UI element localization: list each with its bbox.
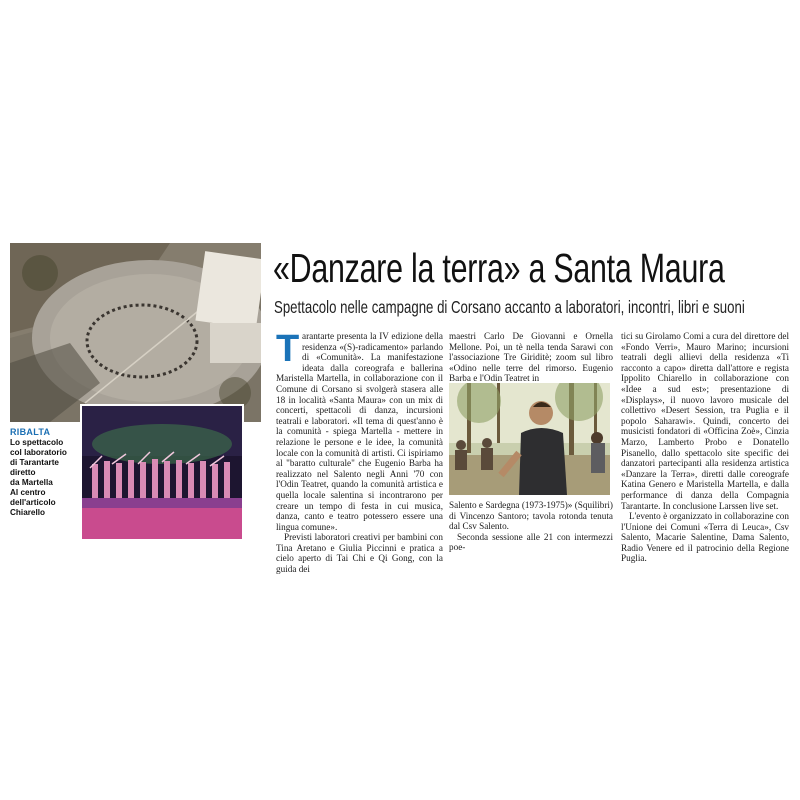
article-column-2-continued: [449, 500, 613, 553]
paragraph: [276, 328, 443, 532]
paragraph: Previsti laboratori creativi per bambini con Tina Aretano e Giulia Piccinni e pratica a cielo aperto di Tai Chi e Qi Gong, con la guida dei: [276, 532, 443, 575]
caption-label: RIBALTA: [10, 427, 51, 437]
caption-text: Lo spettacolo col laboratorio di Tarantarte diretto da Martella Al centro dell'articolo Chiarello: [10, 438, 67, 517]
article-column-2: [449, 331, 613, 384]
article-headline: «Danzare la terra» a Santa Maura: [273, 245, 725, 291]
paragraph: maestri Carlo De Giovanni e Ornella Mellone. Poi, un tè nella tenda Sarawi con l'associazione Tre Giriditè; zoom sul libro «Odino nelle terre del rimorso. Eugenio Barba e l'Odin Teatret in: [449, 331, 613, 384]
stage-performance-photo: [80, 404, 244, 541]
newspaper-clipping: [10, 243, 790, 575]
paragraph: Seconda sessione alle 21 con intermezzi poe-: [449, 531, 613, 553]
forest-gathering-photo: [449, 383, 610, 495]
paragraph-text: arantarte presenta la IV edizione della residenza «(S)-radicamento» parlando di «Comunità». La manifestazione ideata dalla coreografa e ballerina Maristella Martella, in collaborazione con il Comune di Corsano si svolgerà stasera alle 18 in località «Santa Maura» con un mix di concerti, spettacoli di danza, incursioni teatrali e laboratori. «Il tema di quest'anno è la comunità - spiega Martella - mettere in relazione le persone e le idee, la comunità locale con la comunità di artisti. Ci ispiriamo al "baratto culturale" che Eugenio Barba ha realizzato nel Salento negli Anni '70 con l'Odin Teatret, quando la comunità artistica e quella locale salentina si incontrarono per creare un tempo di festa in cui musica, danza, canto e teatro potessero essere una lingua comune».: [276, 331, 443, 532]
article-column-1: [276, 328, 443, 575]
aerial-photo: [10, 243, 261, 422]
article-subheadline: Spettacolo nelle campagne di Corsano accanto a laboratori, incontri, libri e suoni: [274, 297, 745, 317]
paragraph: Salento e Sardegna (1973-1975)» (Squilibri) di Vincenzo Santoro; tavola rotonda tenuta dal Csv Salento.: [449, 500, 613, 532]
article-column-3: [621, 331, 789, 564]
photo-caption: [10, 427, 76, 518]
drop-cap: T: [276, 328, 300, 370]
paragraph: L'evento è organizzato in collaborazine con l'Unione dei Comuni «Terra di Leuca», Csv Salento, Macarie Salentine, Dama Salento, Radio Venere ed il patrocinio della Regione Puglia.: [621, 511, 789, 564]
paragraph: tici su Girolamo Comi a cura del direttore del «Fondo Verri», Mauro Marino; incursioni teatrali degli allievi della residenza «Ti racconto a capo» diretta dall'attore e regista Ippolito Chiarello in collaborazione con «Idee a sud est»; presentazione di «Displays», il nuovo lavoro musicale del collettivo «Desert Session, tra Puglia e il popolo Saharawi». Quindi, concerto dei musicisti fondatori di «Officina Zoè», Cinzia Marzo, Lamberto Probo e Donatello Pisanello, dallo spettacolo site specific dei danzatori partecipanti alla residenza artistica «Danzare la Terra», diretti dalle coreografe Katina Genero e Maristella Martella, e dalla performance di danza della Compagnia Tarantarte. In conclusione Larssen live set.: [621, 331, 789, 511]
